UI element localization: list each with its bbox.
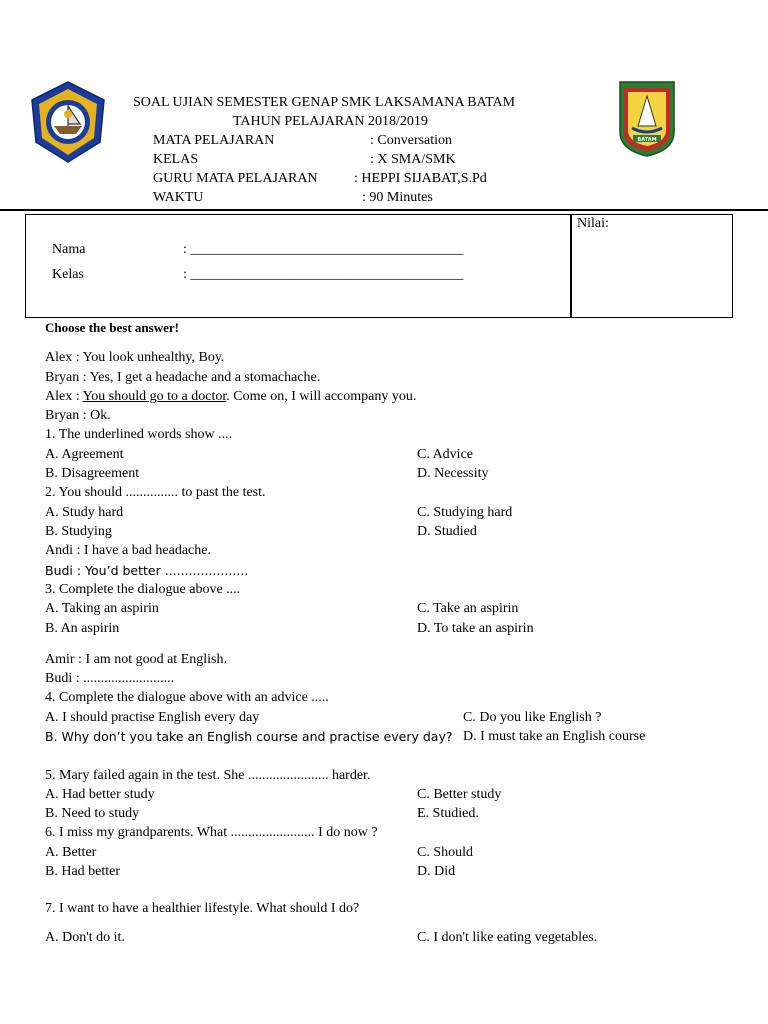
dialog1-line3-speaker: Alex : [45,389,83,404]
q5-option-c[interactable]: C. Better study [417,787,502,802]
academic-year: TAHUN PELAJARAN 2018/2019 [233,114,428,129]
q5-option-b[interactable]: B. Need to study [45,806,140,821]
q1-option-d[interactable]: D. Necessity [417,466,489,481]
field-value-class: : X SMA/SMK [370,152,456,167]
underlined-advice: You should go to a doctor [82,389,227,404]
field-label-subject: MATA PELAJARAN [153,133,275,148]
dialog1-line3-rest: . Come on, I will accompany you. [226,389,417,404]
dialog1-line2: Bryan : Yes, I get a headache and a stomachache. [45,370,321,385]
q2-option-c[interactable]: C. Studying hard [417,505,513,520]
dialog1-line4: Bryan : Ok. [45,408,111,423]
q2-option-b[interactable]: B. Studying [45,524,112,539]
field-value-teacher: : HEPPI SIJABAT,S.Pd [354,171,487,186]
dialog1-line1: Alex : You look unhealthy, Boy. [45,350,225,365]
dialog3-line1: Amir : I am not good at English. [45,652,227,667]
q3-option-c[interactable]: C. Take an aspirin [417,601,519,616]
class-label: Kelas [52,267,84,282]
field-label-time: WAKTU [153,190,204,205]
question-3: 3. Complete the dialogue above .... [45,582,241,597]
q2-option-d[interactable]: D. Studied [417,524,477,539]
field-label-teacher: GURU MATA PELAJARAN [153,171,318,186]
question-6: 6. I miss my grandparents. What ........................ I do now ? [45,825,378,840]
instruction: Choose the best answer! [45,320,179,335]
q5-option-a[interactable]: A. Had better study [45,787,155,802]
score-box-divider [570,214,572,318]
q4-option-a[interactable]: A. I should practise English every day [45,710,260,725]
name-label: Nama [52,242,86,257]
question-4: 4. Complete the dialogue above with an advice ..... [45,690,329,705]
q7-option-a[interactable]: A. Don't do it. [45,930,125,945]
class-field[interactable]: : _______________________________________ [183,267,464,282]
q3-option-d[interactable]: D. To take an aspirin [417,621,534,636]
dialog3-line2: Budi : .......................... [45,671,175,686]
q7-option-c[interactable]: C. I don't like eating vegetables. [417,930,598,945]
q1-option-b[interactable]: B. Disagreement [45,466,140,481]
dialog1-line3 [45,389,416,405]
header-divider [0,209,768,211]
question-5: 5. Mary failed again in the test. She ....................... harder. [45,768,371,783]
field-value-time: : 90 Minutes [362,190,433,205]
name-field[interactable]: : _______________________________________ [183,242,464,257]
q4-option-b[interactable]: B. Why don’t you take an English course and practise every day? [45,729,453,744]
student-id-box [25,214,733,318]
question-2: 2. You should ............... to past the test. [45,485,266,500]
batam-city-logo [618,80,676,158]
question-1: 1. The underlined words show .... [45,427,233,442]
dialog2-line2: Budi : You’d better ..................... [45,563,249,578]
q1-option-c[interactable]: C. Advice [417,447,473,462]
q1-option-a[interactable]: A. Agreement [45,447,124,462]
q5-option-e[interactable]: E. Studied. [417,806,479,821]
q6-option-b[interactable]: B. Had better [45,864,121,879]
q4-option-d[interactable]: D. I must take an English course [463,729,646,744]
q6-option-a[interactable]: A. Better [45,845,97,860]
logo-city-text: BATAM [637,137,657,143]
field-value-subject: : Conversation [370,133,453,148]
q3-option-b[interactable]: B. An aspirin [45,621,120,636]
exam-title: SOAL UJIAN SEMESTER GENAP SMK LAKSAMANA BATAM [133,95,516,110]
q3-option-a[interactable]: A. Taking an aspirin [45,601,159,616]
field-label-class: KELAS [153,152,199,167]
question-7: 7. I want to have a healthier lifestyle. What should I do? [45,901,360,916]
q6-option-c[interactable]: C. Should [417,845,474,860]
dialog2-line1: Andi : I have a bad headache. [45,543,211,558]
q6-option-d[interactable]: D. Did [417,864,456,879]
score-label: Nilai: [577,216,609,231]
q4-option-c[interactable]: C. Do you like English ? [463,710,602,725]
kepri-province-logo [30,80,106,164]
q2-option-a[interactable]: A. Study hard [45,505,124,520]
